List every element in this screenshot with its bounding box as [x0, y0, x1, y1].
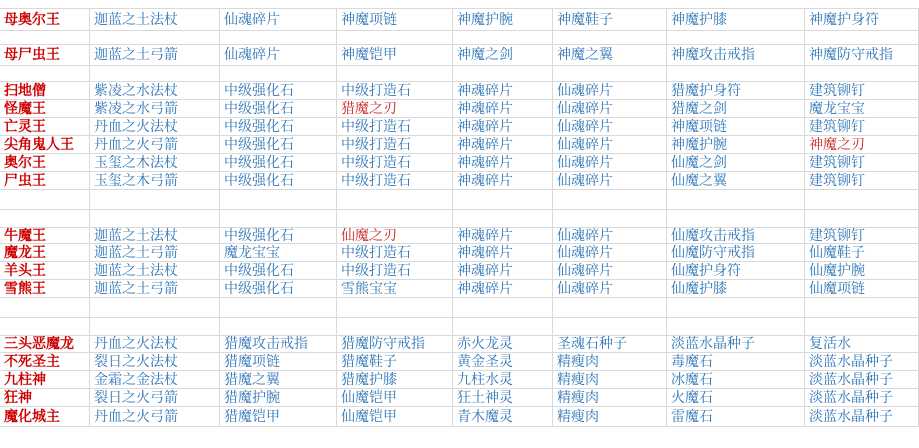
boss-name-cell[interactable]: [0, 298, 90, 318]
drop-item-cell[interactable]: [805, 66, 919, 82]
drop-item-cell[interactable]: 仙魂碎片: [553, 100, 667, 118]
drop-item-cell[interactable]: 淡蓝水晶种子: [667, 336, 805, 353]
drop-item-cell[interactable]: 猎魔之剑: [667, 100, 805, 118]
drop-item-cell[interactable]: 中级打造石: [337, 244, 453, 262]
drop-item-cell[interactable]: [667, 210, 805, 228]
drop-item-cell[interactable]: 仙魂碎片: [553, 82, 667, 100]
drop-item-cell[interactable]: [220, 31, 337, 45]
drop-item-cell[interactable]: 建筑铆钉: [805, 154, 919, 172]
boss-name-cell[interactable]: 亡灵王: [0, 118, 90, 136]
drop-item-cell[interactable]: 迦蓝之土法杖: [90, 228, 220, 244]
boss-name-cell[interactable]: 狂神: [0, 389, 90, 407]
drop-item-cell[interactable]: [90, 318, 220, 336]
drop-item-cell[interactable]: 猎魔项链: [220, 353, 337, 371]
boss-name-cell[interactable]: [0, 190, 90, 210]
drop-item-cell[interactable]: 神魔护腕: [453, 9, 553, 31]
drop-item-cell[interactable]: 神魂碎片: [453, 244, 553, 262]
drop-item-cell[interactable]: 精瘦肉: [553, 353, 667, 371]
drop-item-cell[interactable]: 仙魂碎片: [220, 9, 337, 31]
drop-item-cell[interactable]: 中级强化石: [220, 118, 337, 136]
drop-item-cell[interactable]: 仙魔护身符: [667, 262, 805, 280]
drop-item-cell[interactable]: 中级强化石: [220, 82, 337, 100]
drop-item-cell[interactable]: [90, 190, 220, 210]
drop-item-cell[interactable]: [220, 318, 337, 336]
drop-item-cell[interactable]: 神魔项链: [337, 9, 453, 31]
drop-item-cell[interactable]: [805, 298, 919, 318]
drop-item-cell[interactable]: 中级强化石: [220, 228, 337, 244]
drop-item-cell[interactable]: 猎魔护身符: [667, 82, 805, 100]
drop-item-cell[interactable]: 神魔鞋子: [553, 9, 667, 31]
drop-item-cell[interactable]: 淡蓝水晶种子: [805, 371, 919, 389]
drop-item-cell[interactable]: 黄金圣灵: [453, 353, 553, 371]
drop-item-cell[interactable]: 神魔护膝: [667, 9, 805, 31]
drop-item-cell[interactable]: [667, 190, 805, 210]
drop-item-cell[interactable]: 紫凌之水法杖: [90, 82, 220, 100]
drop-item-cell[interactable]: 神魔攻击戒指: [667, 45, 805, 66]
boss-name-cell[interactable]: 不死圣主: [0, 353, 90, 371]
drop-item-cell[interactable]: [805, 31, 919, 45]
drop-item-cell[interactable]: 猎魔攻击戒指: [220, 336, 337, 353]
drop-item-cell[interactable]: 雷魔石: [667, 407, 805, 427]
drop-item-cell[interactable]: 中级强化石: [220, 100, 337, 118]
drop-item-cell[interactable]: [90, 31, 220, 45]
drop-item-cell[interactable]: [337, 318, 453, 336]
boss-name-cell[interactable]: 雪熊王: [0, 280, 90, 298]
drop-item-cell[interactable]: [90, 66, 220, 82]
drop-item-cell[interactable]: 神魂碎片: [453, 172, 553, 190]
header-strip: [0, 0, 919, 9]
drop-item-cell[interactable]: 淡蓝水晶种子: [805, 407, 919, 427]
boss-name-cell[interactable]: 三头恶魔龙: [0, 336, 90, 353]
boss-name-cell[interactable]: [0, 66, 90, 82]
drop-item-cell[interactable]: 建筑铆钉: [805, 228, 919, 244]
boss-name-cell[interactable]: 牛魔王: [0, 228, 90, 244]
drop-item-cell[interactable]: 神魔铠甲: [337, 45, 453, 66]
drop-item-cell[interactable]: 猎魔之刃: [337, 100, 453, 118]
drop-item-cell[interactable]: 中级强化石: [220, 136, 337, 154]
drop-item-cell[interactable]: 猎魔鞋子: [337, 353, 453, 371]
drop-item-cell[interactable]: 精瘦肉: [553, 407, 667, 427]
drop-item-cell[interactable]: 九柱水灵: [453, 371, 553, 389]
drop-item-cell[interactable]: 建筑铆钉: [805, 118, 919, 136]
boss-name-cell[interactable]: 母尸虫王: [0, 45, 90, 66]
drop-item-cell[interactable]: 中级强化石: [220, 262, 337, 280]
drop-item-cell[interactable]: 仙魂碎片: [553, 172, 667, 190]
drop-item-cell[interactable]: 淡蓝水晶种子: [805, 389, 919, 407]
drop-item-cell[interactable]: 淡蓝水晶种子: [805, 353, 919, 371]
drop-item-cell[interactable]: 仙魔之翼: [667, 172, 805, 190]
drop-item-cell[interactable]: 迦蓝之土弓箭: [90, 45, 220, 66]
drop-item-cell[interactable]: 仙魔攻击戒指: [667, 228, 805, 244]
boss-name-cell[interactable]: [0, 318, 90, 336]
drop-item-cell[interactable]: 复活水: [805, 336, 919, 353]
drop-item-cell[interactable]: 圣魂石种子: [553, 336, 667, 353]
drop-item-cell[interactable]: 神魂碎片: [453, 262, 553, 280]
drop-item-cell[interactable]: 仙魔防守戒指: [667, 244, 805, 262]
drop-item-cell[interactable]: 仙魔之剑: [667, 154, 805, 172]
drop-item-cell[interactable]: 仙魔护膝: [667, 280, 805, 298]
drop-item-cell[interactable]: 仙魂碎片: [553, 262, 667, 280]
boss-name-cell[interactable]: 魔化城主: [0, 407, 90, 427]
drop-item-cell[interactable]: 猎魔护腕: [220, 389, 337, 407]
drop-item-cell[interactable]: [805, 318, 919, 336]
drop-item-cell[interactable]: 仙魂碎片: [553, 136, 667, 154]
drop-item-cell[interactable]: 神魔之刃: [805, 136, 919, 154]
drop-item-cell[interactable]: 魔龙宝宝: [805, 100, 919, 118]
drop-item-cell[interactable]: [337, 190, 453, 210]
drop-item-cell[interactable]: 仙魔护腕: [805, 262, 919, 280]
drop-item-cell[interactable]: [553, 66, 667, 82]
drop-item-cell[interactable]: 玉玺之木弓箭: [90, 172, 220, 190]
drop-item-cell[interactable]: [453, 190, 553, 210]
drop-item-cell[interactable]: 中级打造石: [337, 172, 453, 190]
drop-item-cell[interactable]: 毒魔石: [667, 353, 805, 371]
drop-item-cell[interactable]: [553, 190, 667, 210]
drop-item-cell[interactable]: 魔龙宝宝: [220, 244, 337, 262]
boss-name-cell[interactable]: 尖角鬼人王: [0, 136, 90, 154]
drop-item-cell[interactable]: 火魔石: [667, 389, 805, 407]
boss-name-cell[interactable]: 怪魔王: [0, 100, 90, 118]
drop-item-cell[interactable]: 冰魔石: [667, 371, 805, 389]
drop-item-cell[interactable]: 中级打造石: [337, 118, 453, 136]
boss-name-cell[interactable]: 羊头王: [0, 262, 90, 280]
drop-item-cell[interactable]: 裂日之火弓箭: [90, 389, 220, 407]
drop-item-cell[interactable]: [553, 318, 667, 336]
drop-item-cell[interactable]: 迦蓝之土法杖: [90, 9, 220, 31]
drop-item-cell[interactable]: 神魂碎片: [453, 136, 553, 154]
drop-item-cell[interactable]: 紫凌之水弓箭: [90, 100, 220, 118]
boss-name-cell[interactable]: 尸虫王: [0, 172, 90, 190]
drop-item-cell[interactable]: 中级打造石: [337, 262, 453, 280]
drop-item-cell[interactable]: [220, 190, 337, 210]
drop-item-cell[interactable]: [90, 298, 220, 318]
drop-item-cell[interactable]: [453, 66, 553, 82]
drop-item-cell[interactable]: 仙魂碎片: [220, 45, 337, 66]
drop-item-cell[interactable]: 中级打造石: [337, 136, 453, 154]
drop-item-cell[interactable]: 神魔护腕: [667, 136, 805, 154]
drop-item-cell[interactable]: 仙魂碎片: [553, 244, 667, 262]
drop-item-cell[interactable]: 猎魔之翼: [220, 371, 337, 389]
drop-item-cell[interactable]: 猎魔防守戒指: [337, 336, 453, 353]
drop-item-cell[interactable]: 中级打造石: [337, 82, 453, 100]
drop-item-cell[interactable]: [453, 318, 553, 336]
drop-item-cell[interactable]: [337, 298, 453, 318]
drop-item-cell[interactable]: 丹血之火法杖: [90, 118, 220, 136]
drop-item-cell[interactable]: 迦蓝之土弓箭: [90, 280, 220, 298]
drop-item-cell[interactable]: 中级强化石: [220, 154, 337, 172]
drop-item-cell[interactable]: 神魂碎片: [453, 154, 553, 172]
drop-item-cell[interactable]: 精瘦肉: [553, 371, 667, 389]
drop-item-cell[interactable]: [453, 31, 553, 45]
drop-item-cell[interactable]: 仙魔鞋子: [805, 244, 919, 262]
drop-item-cell[interactable]: 仙魔项链: [805, 280, 919, 298]
drop-item-cell[interactable]: [805, 210, 919, 228]
drop-item-cell[interactable]: 中级强化石: [220, 280, 337, 298]
drop-item-cell[interactable]: 神魔之翼: [553, 45, 667, 66]
drop-item-cell[interactable]: [90, 210, 220, 228]
drop-item-cell[interactable]: 仙魔铠甲: [337, 407, 453, 427]
drop-item-cell[interactable]: [453, 298, 553, 318]
drop-item-cell[interactable]: 赤火龙灵: [453, 336, 553, 353]
drop-item-cell[interactable]: 神魂碎片: [453, 228, 553, 244]
drop-item-cell[interactable]: 雪熊宝宝: [337, 280, 453, 298]
drop-item-cell[interactable]: [337, 66, 453, 82]
drop-item-cell[interactable]: 仙魔铠甲: [337, 389, 453, 407]
drop-item-cell[interactable]: [667, 31, 805, 45]
drop-item-cell[interactable]: 青木魔灵: [453, 407, 553, 427]
drop-item-cell[interactable]: 猎魔铠甲: [220, 407, 337, 427]
drop-item-cell[interactable]: 迦蓝之土法杖: [90, 262, 220, 280]
drop-item-cell[interactable]: [220, 66, 337, 82]
boss-name-cell[interactable]: 九柱神: [0, 371, 90, 389]
drop-item-cell[interactable]: 中级强化石: [220, 172, 337, 190]
drop-item-cell[interactable]: [553, 298, 667, 318]
boss-name-cell[interactable]: 魔龙王: [0, 244, 90, 262]
drop-item-cell[interactable]: 神魂碎片: [453, 118, 553, 136]
boss-name-cell[interactable]: 奥尔王: [0, 154, 90, 172]
drop-item-cell[interactable]: 丹血之火弓箭: [90, 407, 220, 427]
drop-item-cell[interactable]: 丹血之火弓箭: [90, 136, 220, 154]
drop-item-cell[interactable]: [553, 31, 667, 45]
drop-item-cell[interactable]: 神魔项链: [667, 118, 805, 136]
drop-item-cell[interactable]: 丹血之火法杖: [90, 336, 220, 353]
boss-name-cell[interactable]: [0, 210, 90, 228]
drop-item-cell[interactable]: 神魔防守戒指: [805, 45, 919, 66]
drop-item-cell[interactable]: 迦蓝之土弓箭: [90, 244, 220, 262]
drop-item-cell[interactable]: 裂日之火法杖: [90, 353, 220, 371]
drop-item-cell[interactable]: 仙魂碎片: [553, 154, 667, 172]
drop-item-cell[interactable]: [553, 210, 667, 228]
drop-item-cell[interactable]: 神魔护身符: [805, 9, 919, 31]
drop-item-cell[interactable]: 建筑铆钉: [805, 172, 919, 190]
drop-item-cell[interactable]: 精瘦肉: [553, 389, 667, 407]
drop-item-cell[interactable]: [220, 210, 337, 228]
drop-item-cell[interactable]: [453, 210, 553, 228]
boss-name-cell[interactable]: 扫地僧: [0, 82, 90, 100]
drop-item-cell[interactable]: 仙魔之刃: [337, 228, 453, 244]
drop-item-cell[interactable]: 神魔之剑: [453, 45, 553, 66]
boss-name-cell[interactable]: 母奥尔王: [0, 9, 90, 31]
drop-item-cell[interactable]: [337, 31, 453, 45]
boss-name-cell[interactable]: [0, 31, 90, 45]
drop-item-cell[interactable]: 仙魂碎片: [553, 118, 667, 136]
drop-item-cell[interactable]: 神魂碎片: [453, 100, 553, 118]
drop-item-cell[interactable]: [667, 318, 805, 336]
drop-item-cell[interactable]: 神魂碎片: [453, 280, 553, 298]
drop-item-cell[interactable]: 仙魂碎片: [553, 228, 667, 244]
drop-item-cell[interactable]: 中级打造石: [337, 154, 453, 172]
drop-item-cell[interactable]: 建筑铆钉: [805, 82, 919, 100]
drop-item-cell[interactable]: [667, 66, 805, 82]
drop-item-cell[interactable]: [805, 190, 919, 210]
drop-item-cell[interactable]: 玉玺之木法杖: [90, 154, 220, 172]
drop-item-cell[interactable]: [337, 210, 453, 228]
drop-item-cell[interactable]: [220, 298, 337, 318]
drop-item-cell[interactable]: 金霜之金法杖: [90, 371, 220, 389]
drop-item-cell[interactable]: 狂土神灵: [453, 389, 553, 407]
drop-item-cell[interactable]: 猎魔护膝: [337, 371, 453, 389]
drop-item-cell[interactable]: 神魂碎片: [453, 82, 553, 100]
drop-item-cell[interactable]: 仙魂碎片: [553, 280, 667, 298]
drop-item-cell[interactable]: [667, 298, 805, 318]
